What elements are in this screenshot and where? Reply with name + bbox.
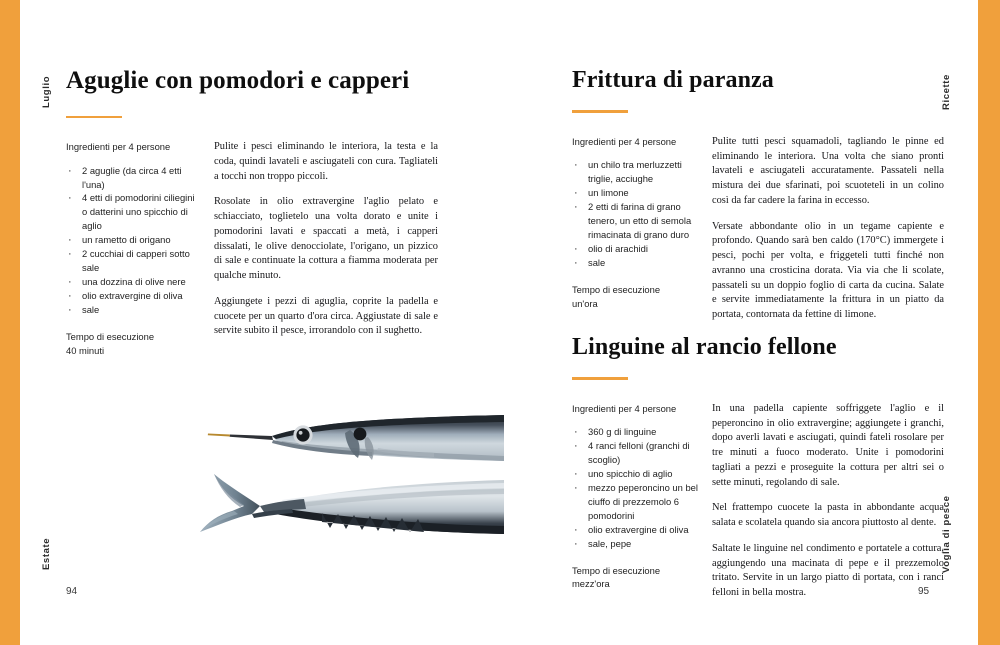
method-paragraph: Saltate le linguine nel condimento e portatele a cottura, aggiungendo una macinata di pepe e il prezzemolo tritato. Servite in un largo piatto di portata, con i ranci felloni in bella mostra.	[712, 542, 944, 599]
cooking-time-value: 40 minuti	[66, 344, 105, 356]
ingredients-list	[572, 425, 700, 550]
recipe-linguine	[572, 333, 944, 601]
page-number-right: 95	[918, 586, 930, 597]
recipe-title: Aguglie con pomodori e capperi	[66, 67, 410, 94]
ingredient-item: · un limone	[572, 186, 700, 200]
method-paragraph: Pulite tutti pesci squamadoli, tagliando le pinne ed eliminando le interiora. Una volta che siano pronti lavateli e asciugateli accuratamente. Passateli nella mistura dei due sfarinati, poi scuoteteli in un colino così da far cadere la farina in eccesso.	[712, 135, 944, 206]
ingredient-item: · 2 aguglie (da circa 4 etti l'una)	[66, 164, 202, 192]
garfish-illustration	[172, 382, 504, 582]
cooking-time	[572, 564, 700, 592]
ingredients-column	[66, 140, 214, 357]
cooking-time-label: Tempo di esecuzione	[572, 564, 661, 576]
page-number-left: 94	[66, 586, 78, 597]
method-column	[214, 140, 438, 357]
recipe-columns	[66, 140, 438, 357]
margin-label-chapter: Voglia di pesce	[941, 495, 952, 573]
ingredient-item: · 4 etti di pomodorini ciliegini o datterini uno spicchio di aglio	[66, 191, 202, 233]
ingredients-list	[66, 164, 202, 317]
method-paragraph: Nel frattempo cuocete la pasta in abbondante acqua salata e scolatela quando sia ancora piuttosto al dente.	[712, 502, 944, 529]
ingredients-column	[572, 135, 712, 323]
ingredient-item: · un chilo tra merluzzetti triglie, acciughe	[572, 158, 700, 186]
margin-label-section: Ricette	[941, 74, 952, 110]
method-paragraph: Rosolate in olio extravergine l'aglio pelato e schiacciato, toglietelo una volta dorato e unite i pomodorini lavati e spaccati a metà, i capperi dissalati, le olive denocciolate, l'origano, un pizzico di sale e continuate la cottura a fiamma moderata per qualche minuto.	[214, 196, 438, 282]
cooking-time-value: un'ora	[572, 297, 598, 309]
ingredient-item: · olio extravergine di oliva	[66, 289, 202, 303]
method-paragraph: In una padella capiente soffriggete l'aglio e il peperoncino in olio extravergine; aggiungete i granchi, dopo averli lavati e asciugati, quindi fateli rosolare per tre minuti a fuoco moderato. Unite i pomodorini tagliati a pezzi e proseguite la cottura per altri sei o sette minuti, regolando di sale.	[712, 402, 944, 488]
method-column	[712, 402, 944, 601]
ingredient-item: · sale	[66, 303, 202, 317]
cooking-time	[66, 330, 202, 358]
cooking-time-label: Tempo di esecuzione	[66, 330, 155, 342]
recipe-columns	[572, 135, 944, 323]
title-accent-rule	[66, 116, 122, 119]
ingredient-item: · 360 g di linguine	[572, 425, 700, 439]
ingredients-column	[572, 402, 712, 601]
ingredient-item: · sale, pepe	[572, 537, 700, 551]
cooking-time	[572, 283, 700, 311]
margin-label-month: Luglio	[41, 75, 52, 108]
cooking-time-label: Tempo di esecuzione	[572, 283, 661, 295]
ingredients-list	[572, 158, 700, 269]
method-paragraph: Aggiungete i pezzi di aguglia, coprite la padella e cuocete per un quarto d'ora circa. Aggiustate di sale e servite subito il pesce, irrorandolo con il sughetto.	[214, 295, 438, 337]
recipe-title: Linguine al rancio fellone	[572, 334, 837, 360]
ingredient-item: · 4 ranci felloni (granchi di scoglio)	[572, 439, 700, 467]
ingredient-item: · uno spicchio di aglio	[572, 467, 700, 481]
margin-label-season: Estate	[41, 537, 52, 570]
recipe-columns	[572, 402, 944, 601]
ingredient-item: · mezzo peperoncino un bel ciuffo di prezzemolo 6 pomodorini	[572, 481, 700, 523]
ingredients-heading: Ingredienti per 4 persone	[572, 402, 677, 414]
left-edge-accent-band	[0, 0, 20, 645]
ingredient-item: · sale	[572, 256, 700, 270]
ingredient-item: · 2 cucchiai di capperi sotto sale	[66, 247, 202, 275]
method-paragraph: Versate abbondante olio in un tegame capiente e profondo. Quando sarà ben caldo (170°C) immergete i pesci, pochi per volta, e friggeteli tutti finché non avranno una crosticina dorata. Via via che li scolate, passateli su un doppio foglio di carta da cucina. Salate e servite immediatamente la frittura in un piatto da portata, contornata da fettine di limone.	[712, 220, 944, 321]
garfish-photograph	[172, 382, 504, 582]
ingredient-item: · una dozzina di olive nere	[66, 275, 202, 289]
ingredient-item: · 2 etti di farina di grano tenero, un etto di semola rimacinata di grano duro	[572, 200, 700, 242]
title-accent-rule	[572, 110, 628, 113]
right-edge-accent-band	[978, 0, 1000, 645]
title-accent-rule	[572, 377, 628, 380]
recipe-aguglie	[66, 66, 438, 357]
ingredient-item: · un rametto di origano	[66, 233, 202, 247]
method-paragraph: Pulite i pesci eliminando le interiora, la testa e la coda, quindi lavateli e asciugateli con cura. Tagliateli a tocchi non troppo piccoli.	[214, 141, 438, 182]
ingredient-item: · olio di arachidi	[572, 242, 700, 256]
cooking-time-value: mezz'ora	[572, 578, 610, 590]
ingredients-heading: Ingredienti per 4 persone	[572, 135, 677, 147]
recipe-frittura	[572, 66, 944, 323]
ingredient-item: · olio extravergine di oliva	[572, 523, 700, 537]
ingredients-heading: Ingredienti per 4 persone	[66, 141, 171, 152]
recipe-title: Frittura di paranza	[572, 67, 774, 93]
method-column	[712, 135, 944, 323]
